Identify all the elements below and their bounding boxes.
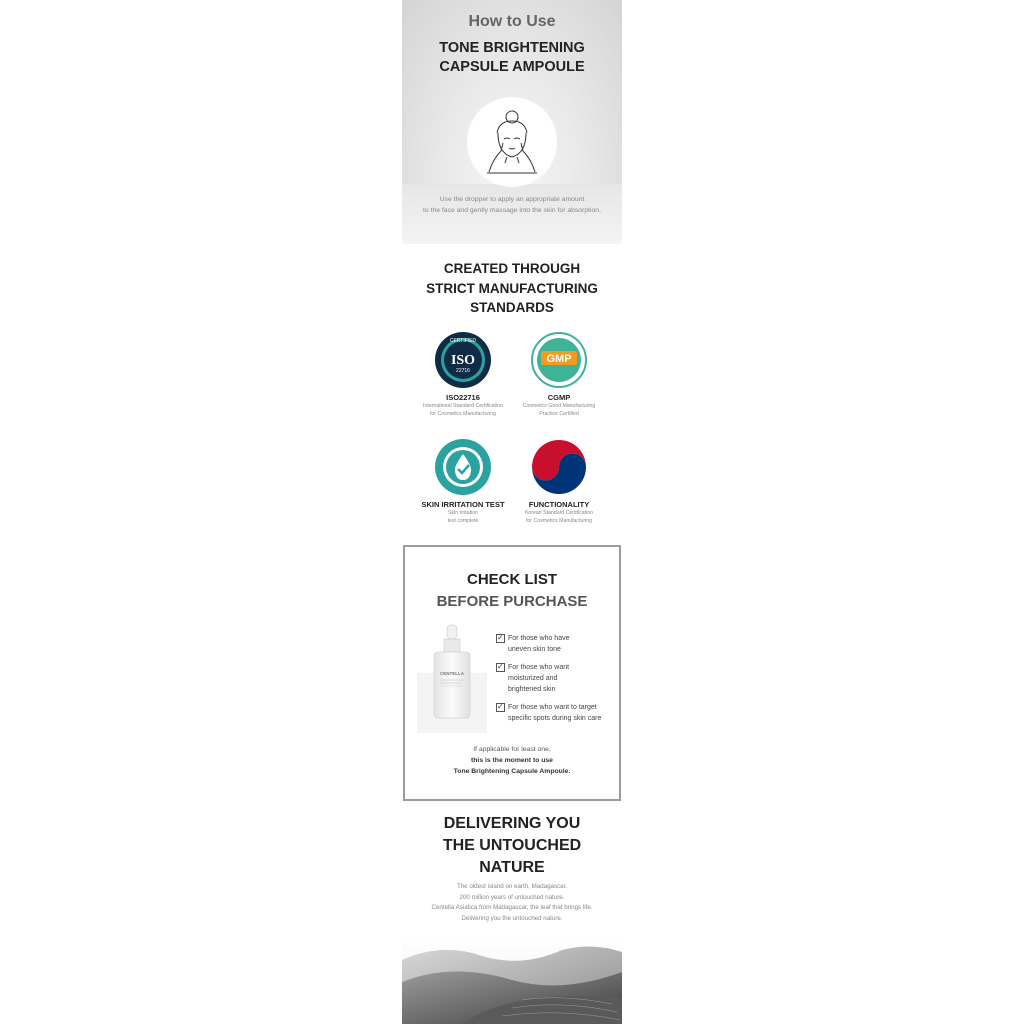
note-line1: If applicable for least one,: [473, 746, 551, 753]
taegeuk-icon: [530, 438, 588, 496]
checklist-items: [496, 633, 618, 731]
badge-desc-line1: International Standard Certification: [423, 403, 503, 409]
checklist-section: [403, 545, 621, 801]
checklist-title-line1: CHECK LIST: [467, 571, 557, 588]
nature-title: [402, 813, 622, 879]
product-name: [402, 39, 622, 77]
checklist-item: [496, 702, 618, 724]
sand-dunes-image: [402, 938, 622, 1024]
item-line2: specific spots during skin care: [508, 715, 602, 722]
product-name-line1: TONE BRIGHTENING: [439, 40, 585, 56]
dermatologically-tested-icon: [434, 438, 492, 496]
ampoule-bottle-image: [417, 623, 487, 733]
item-line1: For those who have: [508, 635, 570, 642]
checklist-item-text: [508, 662, 569, 695]
badge-desc-line2: Practice Certified: [539, 411, 579, 417]
nature-text-line4: Delivering you the untouched nature.: [461, 914, 563, 922]
badge-desc-line2: for Cosmetics Manufacturing: [429, 411, 497, 417]
badge-iso22716: [408, 331, 518, 418]
badge-name: SKIN IRRITATION TEST: [421, 500, 505, 509]
badge-name: FUNCTIONALITY: [528, 500, 590, 509]
note-line3: Tone Brightening Capsule Ampoule.: [453, 768, 571, 775]
item-line3: brightened skin: [508, 686, 556, 693]
note-line2: this is the moment to use: [471, 757, 553, 764]
gmp-badge-icon: [530, 331, 588, 389]
nature-text-line3: Centella Asiatica from Madagascar, the leaf that brings life.: [431, 904, 593, 911]
checklist-item-text: [508, 702, 601, 724]
how-to-use-title: How to Use: [468, 13, 556, 30]
product-detail-strip: [402, 0, 622, 1024]
item-line1: For those who want to target: [508, 704, 597, 711]
nature-title-line2: THE UNTOUCHED: [442, 837, 582, 854]
checklist-title-line2: BEFORE PURCHASE: [436, 593, 588, 610]
nature-description: [402, 882, 622, 924]
badge-desc-line1: Cosmetics Good Manufacturing: [522, 403, 596, 409]
svg-text:22716: 22716: [456, 368, 470, 374]
checklist-title: [405, 569, 619, 613]
checklist-item: [496, 662, 618, 695]
face-massage-icon: [467, 97, 557, 187]
badge-desc-line2: for Cosmetics Manufacturing: [525, 518, 593, 524]
badge-skin-irritation-test: [408, 438, 518, 525]
badge-name: ISO22716: [446, 393, 480, 402]
checkbox-icon: ✓: [497, 662, 504, 671]
svg-text:ISO: ISO: [450, 353, 476, 368]
how-to-use-text-line2: to the face and gently massage into the skin for absorption.: [423, 207, 601, 214]
badge-functionality: [504, 438, 614, 525]
svg-text:CERTIFIED: CERTIFIED: [449, 338, 477, 344]
checkbox-icon: ✓: [497, 633, 504, 642]
nature-title-line3: NATURE: [479, 859, 545, 876]
svg-text:CENTELLA: CENTELLA: [440, 671, 464, 676]
nature-text-line1: The oldest island on earth, Madagascar.: [456, 883, 568, 890]
checklist-note: [405, 744, 619, 777]
standards-title-line1: CREATED THROUGH: [443, 261, 581, 276]
item-line2: moisturized and: [508, 675, 558, 682]
checklist-item: [496, 633, 618, 655]
badge-desc-line1: Skin irritation: [448, 510, 478, 516]
standards-title: [402, 259, 622, 318]
how-to-use-section: [402, 0, 622, 244]
nature-text-line2: 200 million years of untouched nature.: [459, 893, 565, 901]
badge-desc-line1: Korean Standard Certification: [524, 510, 594, 516]
item-line1: For those who want: [508, 664, 570, 671]
nature-title-line1: DELIVERING YOU: [443, 815, 581, 832]
badge-desc-line2: test complete: [447, 518, 479, 524]
how-to-use-description: [402, 194, 622, 216]
badge-cgmp: [504, 331, 614, 418]
product-name-line2: CAPSULE AMPOULE: [439, 59, 585, 75]
checklist-item-text: [508, 633, 569, 655]
face-massage-illustration: [467, 97, 557, 187]
badge-name: CGMP: [547, 393, 571, 402]
standards-title-line2: STRICT MANUFACTURING: [426, 280, 598, 296]
checkbox-icon: ✓: [497, 702, 504, 711]
item-line2: uneven skin tone: [508, 646, 561, 653]
svg-text:GMP: GMP: [546, 353, 572, 365]
standards-title-line3: STANDARDS: [470, 300, 554, 315]
how-to-use-text-line1: Use the dropper to apply an appropriate amount: [439, 196, 585, 203]
iso-badge-icon: [434, 331, 492, 389]
